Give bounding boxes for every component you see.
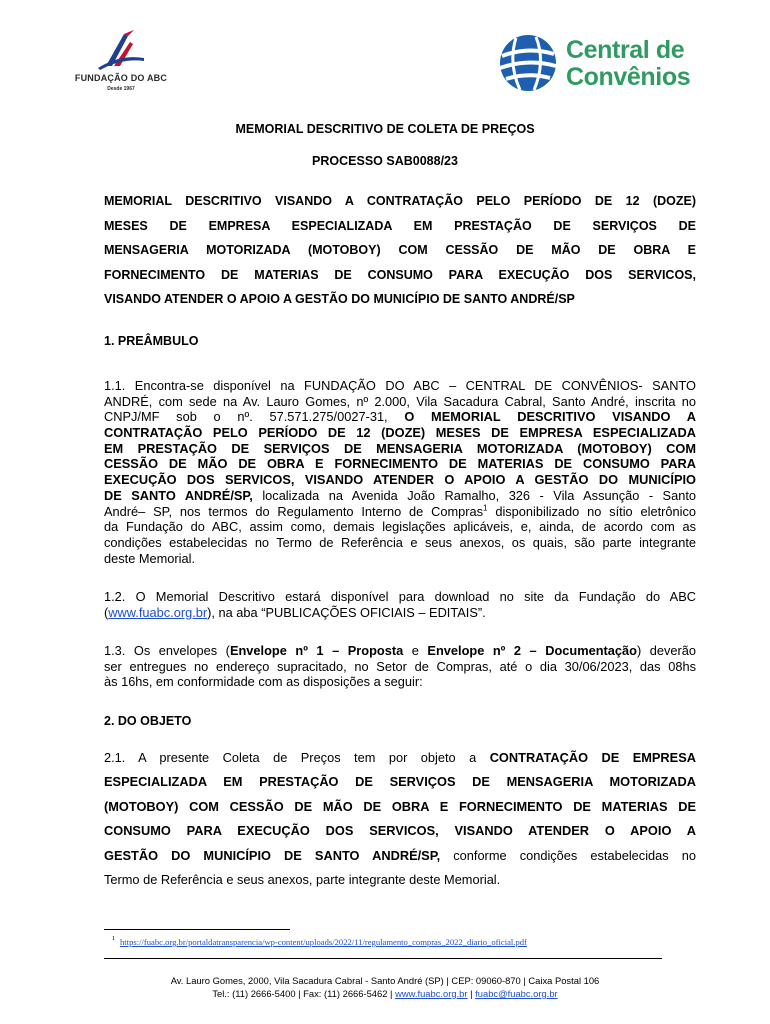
footnote-link[interactable]: https://fuabc.org.br/portaldatransparencia/wp-content/uploads/2022/11/regulamento_compras_2022_diario_oficial.pdf: [120, 937, 527, 947]
text-run: e: [403, 643, 428, 658]
text-run: conforme condições estabelecidas no: [440, 847, 696, 863]
process-number: PROCESSO SAB0088/23: [312, 154, 458, 168]
document-title: MEMORIAL DESCRITIVO DE COLETA DE PREÇOS: [235, 122, 535, 136]
section-heading-preambulo: 1. PREÂMBULO: [104, 334, 199, 348]
text-run-bold: DE SANTO ANDRÉ/SP,: [104, 487, 253, 503]
paragraph-line: [104, 504, 696, 520]
paragraph-line: 1.2. O Memorial Descritivo estará disponível para download no site da Fundação do ABC: [104, 589, 696, 604]
footnote: [112, 935, 527, 947]
footer-phone-text: Tel.: (11) 2666-5400 | Fax: (11) 2666-5462 |: [212, 988, 396, 999]
subject-line: MESES DE EMPRESA ESPECIALIZADA EM PRESTAÇÃO DE SERVIÇOS DE: [104, 218, 696, 233]
paragraph-line: CONTRATAÇÃO PELO PERÍODO DE 12 (DOZE) MESES DE EMPRESA ESPECIALIZADA: [104, 425, 696, 441]
paragraph-line: [104, 746, 696, 770]
paragraph-line: ANDRÉ, com sede na Av. Lauro Gomes, nº 2.000, Vila Sacadura Cabral, Santo André, inscrita no: [104, 393, 696, 409]
text-run-bold: Envelope nº 1 – Proposta: [229, 643, 404, 658]
paragraph-line: EM PRESTAÇÃO DE SERVIÇOS DE MENSAGERIA MOTORIZADA (MOTOBOY) COM: [104, 440, 696, 456]
section-heading-objeto: 2. DO OBJETO: [104, 714, 192, 728]
footer-email-link[interactable]: fuabc@fuabc.org.br: [475, 988, 558, 999]
footer-divider: [104, 958, 662, 959]
subject-line: FORNECIMENTO DE MATERIAS DE CONSUMO PARA EXECUÇÃO DOS SERVICOS,: [104, 267, 696, 282]
text-run-bold: O MEMORIAL DESCRITIVO VISANDO A: [404, 409, 696, 425]
text-run: (: [104, 604, 109, 620]
footnote-divider: [104, 929, 290, 930]
paragraph-1-2: [104, 589, 696, 620]
fundacao-abc-since: Desde 1967: [107, 86, 135, 92]
central-convenios-line1: Central de: [566, 36, 685, 64]
paragraph-line: EXECUÇÃO DOS SERVICOS, VISANDO ATENDER O APOIO A GESTÃO DO MUNICÍPIO: [104, 472, 696, 488]
paragraph-line: CONSUMO PARA EXECUÇÃO DOS SERVICOS, VISANDO ATENDER O APOIO A: [104, 823, 696, 839]
paragraph-line: ESPECIALIZADA EM PRESTAÇÃO DE SERVIÇOS DE MENSAGERIA MOTORIZADA: [104, 774, 696, 790]
fundacao-abc-logo: [66, 28, 176, 100]
central-convenios-line2: Convênios: [566, 63, 691, 91]
paragraph-line: (MOTOBOY) COM CESSÃO DE MÃO DE OBRA E FORNECIMENTO DE MATERIAS DE: [104, 798, 696, 814]
fuabc-website-link[interactable]: www.fuabc.org.br: [108, 604, 208, 620]
fundacao-abc-emblem-icon: [94, 28, 148, 72]
subject-line: VISANDO ATENDER O APOIO A GESTÃO DO MUNICÍPIO DE SANTO ANDRÉ/SP: [104, 292, 575, 307]
footnote-number: 1: [112, 935, 116, 942]
text-run: localizada na Avenida João Ramalho, 326 - Vila Assunção - Santo: [252, 487, 696, 503]
text-run-bold: Envelope nº 2 – Documentação: [427, 643, 637, 658]
paragraph-line: deste Memorial.: [104, 550, 196, 566]
subject-line: MENSAGERIA MOTORIZADA (MOTOBOY) COM CESSÃO DE MÃO DE OBRA E: [104, 243, 696, 258]
text-run-bold: CONTRATAÇÃO DE EMPRESA: [489, 750, 696, 765]
central-convenios-logo: [496, 32, 696, 94]
footer-address: Av. Lauro Gomes, 2000, Vila Sacadura Cabral - Santo André (SP) | CEP: 09060-870 | Caixa Postal 106: [170, 975, 600, 986]
paragraph-line: às 16hs, em conformidade com as disposições a seguir:: [104, 674, 423, 690]
footer-website-link[interactable]: www.fuabc.org.br: [395, 988, 468, 999]
paragraph-line: Termo de Referência e seus anexos, parte integrante deste Memorial.: [104, 871, 501, 887]
globe-icon: [496, 32, 560, 94]
paragraph-line: ser entregues no endereço supracitado, no Setor de Compras, até o dia 30/06/2023, das 08hs: [104, 658, 696, 674]
text-run: 1.3. Os envelopes (: [104, 643, 230, 658]
paragraph-1-1: [104, 378, 696, 566]
text-run: CNPJ/MF sob o nº. 57.571.275/0027-31,: [104, 409, 405, 425]
paragraph-1-3: [104, 643, 696, 690]
paragraph-line: 1.1. Encontra-se disponível na FUNDAÇÃO DO ABC – CENTRAL DE CONVÊNIOS- SANTO: [104, 378, 696, 393]
text-run: disponibilizado no sítio eletrônico: [487, 503, 696, 519]
text-run: André– SP, nos termos do Regulamento Interno de Compras: [104, 503, 484, 519]
text-run: 2.1. A presente Coleta de Preços tem por objeto a: [104, 750, 490, 765]
text-run-bold: GESTÃO DO MUNICÍPIO DE SANTO ANDRÉ/SP,: [104, 847, 441, 863]
subject-line: MEMORIAL DESCRITIVO VISANDO A CONTRATAÇÃO PELO PERÍODO DE 12 (DOZE): [104, 194, 696, 208]
paragraph-line: [104, 844, 696, 868]
footer-separator: |: [467, 988, 476, 999]
footer-contacts: [0, 988, 770, 999]
text-run: ) deverão: [636, 643, 696, 658]
paragraph-line: condições estabelecidas no Termo de Referência e seus anexos, os quais, são parte integrante: [104, 534, 696, 550]
paragraph-line: CESSÃO DE MÃO DE OBRA E FORNECIMENTO DE MATERIAS DE CONSUMO PARA: [104, 456, 696, 472]
subject-block: [104, 189, 696, 312]
paragraph-line: [104, 409, 696, 425]
paragraph-line: [104, 643, 696, 659]
paragraph-line: [104, 605, 696, 621]
paragraph-line: da Fundação do ABC, assim como, demais legislações aplicáveis, e, ainda, de acordo com as: [104, 519, 696, 535]
text-run: ), na aba “PUBLICAÇÕES OFICIAIS – EDITAIS”.: [207, 604, 486, 620]
paragraph-line: [104, 488, 696, 504]
paragraph-2-1: [104, 746, 696, 892]
footnote-ref[interactable]: 1: [483, 503, 488, 513]
fundacao-abc-name: FUNDAÇÃO DO ABC: [74, 73, 168, 83]
